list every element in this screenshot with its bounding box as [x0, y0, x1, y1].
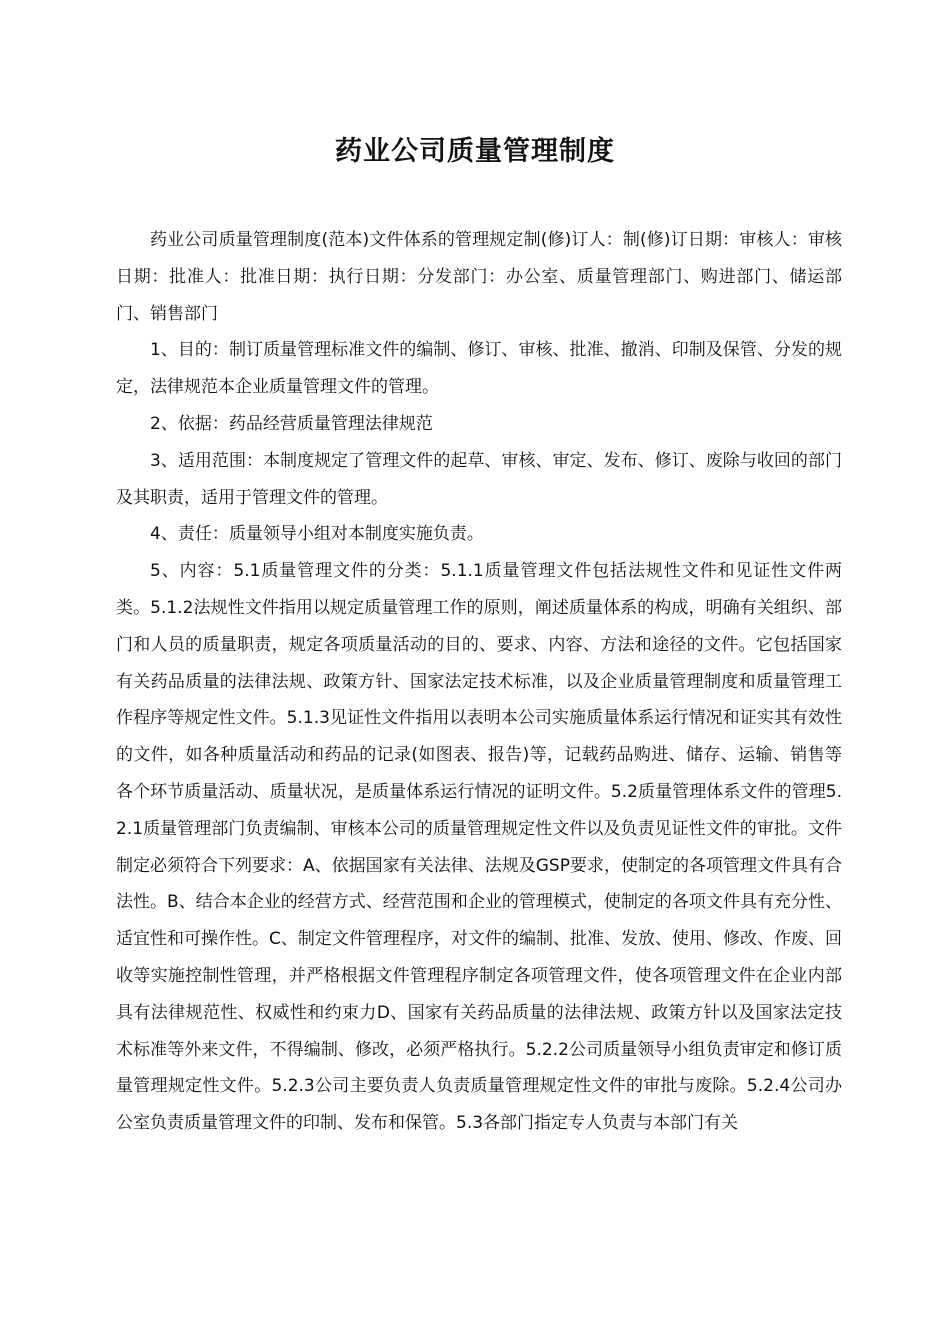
paragraph-content: 5、内容：5.1质量管理文件的分类：5.1.1质量管理文件包括法规性文件和见证性文件两类。5.1.2法规性文件指用以规定质量管理工作的原则，阐述质量体系的构成，明确有关组织、部门和人员的质量职责，规定各项质量活动的目的、要求、内容、方法和途径的文件。它包括国家有关药品质量的法律法规、政策方针、国家法定技术标准，以及企业质量管理制度和质量管理工作程序等规定性文件。5.1.3见证性文件指用以表明本公司实施质量体系运行情况和证实其有效性的文件，如各种质量活动和药品的记录(如图表、报告)等，记载药品购进、储存、运输、销售等各个环节质量活动、质量状况，是质量体系运行情况的证明文件。5.2质量管理体系文件的管理5.2.1质量管理部门负责编制、审核本公司的质量管理规定性文件以及负责见证性文件的审批。文件制定必须符合下列要求：A、依据国家有关法律、法规及GSP要求，使制定的各项管理文件具有合法性。B、结合本企业的经营方式、经营范围和企业的管理模式，使制定的各项文件具有充分性、适宜性和可操作性。C、制定文件管理程序，对文件的编制、批准、发放、使用、修改、作废、回收等实施控制性管理，并严格根据文件管理程序制定各项管理文件，使各项管理文件在企业内部具有法律规范性、权威性和约束力D、国家有关药品质量的法律法规、政策方针以及国家法定技术标准等外来文件，不得编制、修改，必须严格执行。5.2.2公司质量领导小组负责审定和修订质量管理规定性文件。5.2.3公司主要负责人负责质量管理规定性文件的审批与废除。5.2.4公司办公室负责质量管理文件的印制、发布和保管。5.3各部门指定专人负责与本部门有关: [116, 561, 842, 1134]
paragraph-scope: 3、适用范围：本制度规定了管理文件的起草、审核、审定、发布、修订、废除与收回的部门及其职责，适用于管理文件的管理。: [116, 450, 842, 508]
paragraph-purpose: 1、目的：制订质量管理标准文件的编制、修订、审核、批准、撤消、印制及保管、分发的规定，法律规范本企业质量管理文件的管理。: [116, 340, 842, 398]
paragraph-responsibility: 4、责任：质量领导小组对本制度实施负责。: [150, 524, 484, 545]
document-title: 药业公司质量管理制度: [335, 136, 615, 167]
paragraph-intro: 药业公司质量管理制度(范本)文件体系的管理规定制(修)订人：制(修)订日期：审核人：审核日期：批准人：批准日期：执行日期：分发部门：办公室、质量管理部门、购进部门、储运部门、销售部门: [116, 230, 842, 324]
document-body: [116, 222, 842, 1142]
paragraph-basis: 2、依据：药品经营质量管理法律规范: [150, 413, 433, 434]
